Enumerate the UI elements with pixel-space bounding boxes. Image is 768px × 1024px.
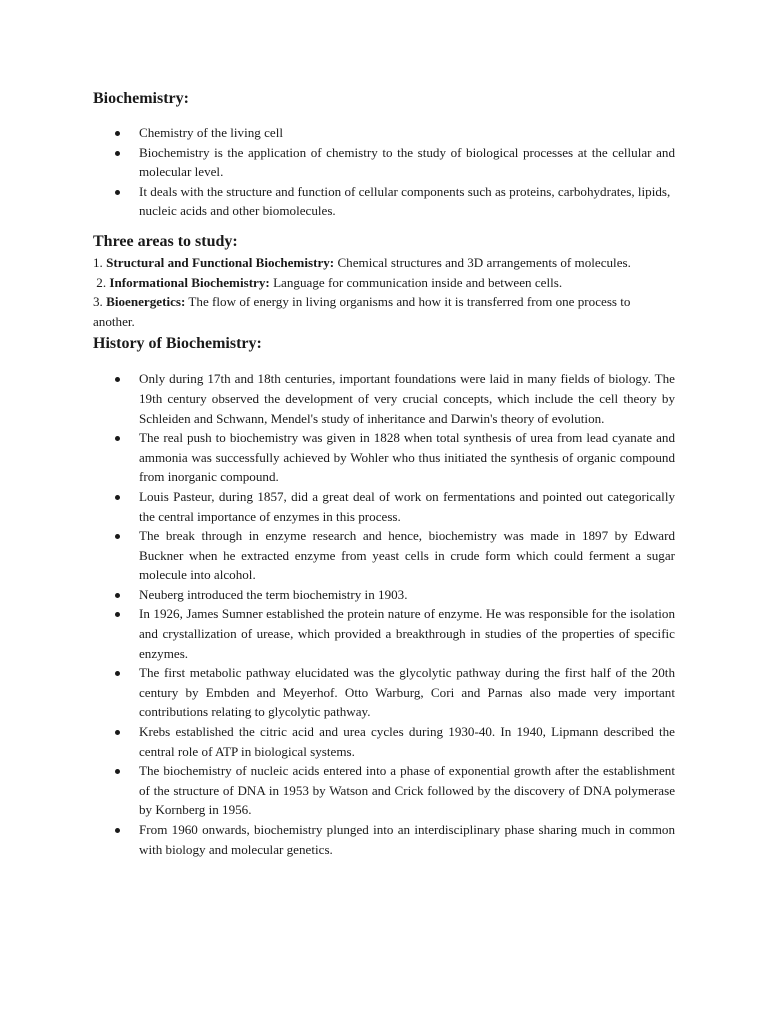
bullet-text: Chemistry of the living cell [139,125,284,140]
bullet-text: From 1960 onwards, biochemistry plunged into an interdisciplinary phase sharing much in common with biology and molecular genetics. [139,822,675,857]
area-text: The flow of energy in living organisms and how it is transferred from one process to another. [93,294,631,329]
history-heading: History of Biochemistry: [93,335,262,353]
bullet-icon [115,612,120,617]
bullet-icon [115,377,120,382]
bullet-text: The real push to biochemistry was given in 1828 when total synthesis of urea from lead cyanate and ammonia was successfully achieved by Wohler who thus initiated the synthesis of organic compound from inorganic compound. [139,430,675,485]
area-label: Informational Biochemistry: [109,274,270,290]
area-number: 1. [93,254,103,270]
bullet-text: Krebs established the citric acid and urea cycles during 1930-40. In 1940, Lipmann described the central role of ATP in biological systems. [139,724,675,759]
bullet-icon [115,769,120,774]
area-item [93,273,675,293]
list-item [93,369,675,428]
list-item [93,428,675,487]
bullet-icon [115,151,120,156]
list-item [93,585,675,605]
bullet-icon [115,671,120,676]
bullet-text: Biochemistry is the application of chemistry to the study of biological processes at the cellular and molecular level. [139,144,675,180]
list-item [93,722,675,761]
bullet-icon [115,730,120,735]
biochemistry-heading: Biochemistry: [93,90,189,107]
bullet-text: It deals with the structure and function of cellular components such as proteins, carbohydrates, lipids, nucleic acids and other biomolecules. [139,183,671,219]
list-item [93,143,675,182]
list-item [93,663,675,722]
area-number: 2. [96,274,107,290]
area-text: Chemical structures and 3D arrangements of molecules. [337,254,631,270]
bullet-icon [115,495,120,500]
biochemistry-bullet-list [93,123,675,221]
three-areas-heading: Three areas to study: [93,232,238,250]
area-item [93,292,675,331]
bullet-text: The biochemistry of nucleic acids entered into a phase of exponential growth after the establishment of the structure of DNA in 1953 by Watson and Crick followed by the discovery of DNA polymerase by Kornberg in 1956. [139,763,675,818]
list-item [93,761,675,820]
list-item [93,123,675,143]
bullet-icon [115,131,120,136]
area-label: Bioenergetics: [106,294,186,310]
area-number: 3. [93,294,103,310]
list-item [93,820,675,859]
bullet-text: Only during 17th and 18th centuries, important foundations were laid in many fields of biology. The 19th century observed the development of very crucial concepts, which include the cell theory by Schleiden and Schwann, Mendel's study of inheritance and Darwin's theory of evolution. [139,371,675,426]
bullet-icon [115,190,120,195]
area-item [93,253,675,273]
bullet-icon [115,436,120,441]
bullet-icon [115,534,120,539]
area-label: Structural and Functional Biochemistry: [106,254,335,270]
bullet-text: Neuberg introduced the term biochemistry in 1903. [139,586,408,602]
list-item [93,182,675,221]
document-page [93,86,675,859]
bullet-text: The break through in enzyme research and hence, biochemistry was made in 1897 by Edward Buckner when he extracted enzyme from yeast cells in crude form which could ferment a sugar molecule into alcohol. [139,528,675,583]
three-areas-list [93,253,675,331]
list-item [93,604,675,663]
bullet-icon [115,593,120,598]
area-text: Language for communication inside and between cells. [273,274,563,290]
bullet-text: In 1926, James Sumner established the protein nature of enzyme. He was responsible for the isolation and crystallization of urease, which provided a breakthrough in studies of the properties of specific enzymes. [139,606,675,661]
bullet-icon [115,828,120,833]
bullet-text: Louis Pasteur, during 1857, did a great deal of work on fermentations and pointed out categorically the central importance of enzymes in this process. [139,488,675,524]
list-item [93,487,675,526]
history-bullet-list [93,369,675,859]
bullet-text: The first metabolic pathway elucidated was the glycolytic pathway during the first half of the 20th century by Embden and Meyerhof. Otto Warburg, Cori and Parnas also made very important contributions relating to glycolytic pathway. [139,665,675,720]
list-item [93,526,675,585]
